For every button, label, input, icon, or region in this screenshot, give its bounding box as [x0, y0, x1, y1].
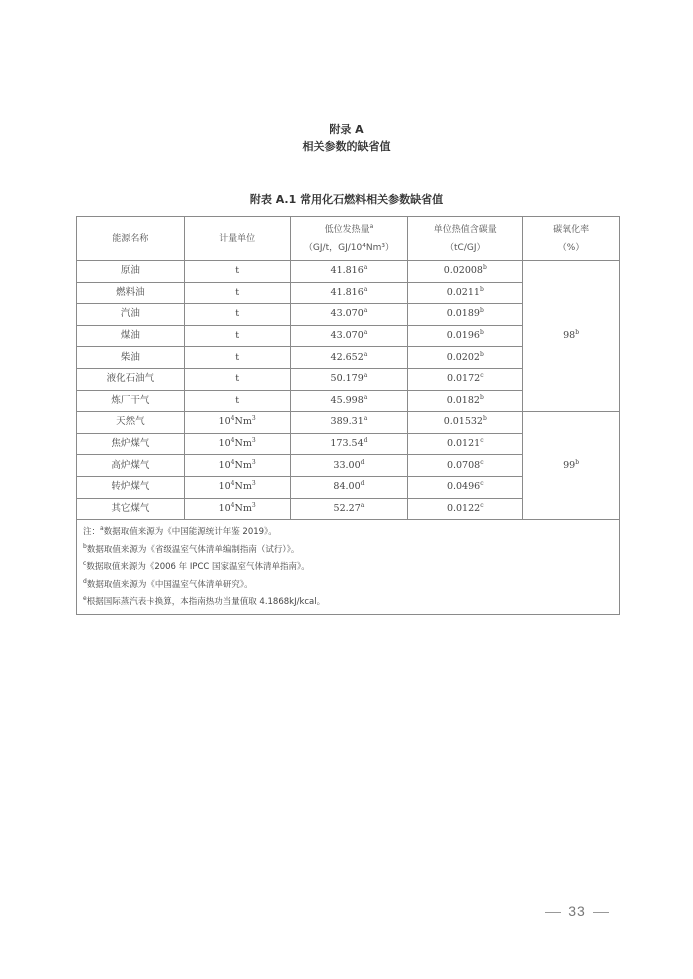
net-calorific-value: 41.816$^a$: [290, 261, 408, 283]
net-calorific-value: 84.00$^d$: [290, 476, 408, 498]
energy-name: 高炉煤气: [77, 455, 185, 477]
net-calorific-value: 42.652$^a$: [290, 347, 408, 369]
energy-name: 转炉煤气: [77, 476, 185, 498]
energy-name: 天然气: [77, 412, 185, 434]
unit: $10^4Nm^3$: [184, 455, 290, 477]
net-calorific-value: 43.070$^a$: [290, 325, 408, 347]
carbon-content: 0.0121$^c$: [408, 433, 523, 455]
carbon-content: 0.0196$^b$: [408, 325, 523, 347]
energy-name: 其它煤气: [77, 498, 185, 520]
energy-name: 原油: [77, 261, 185, 283]
unit: $10^4Nm^3$: [184, 412, 290, 434]
carbon-content: 0.01532$^b$: [408, 412, 523, 434]
energy-name: 汽油: [77, 304, 185, 326]
table-caption: 附表 A.1 常用化石燃料相关参数缺省值: [249, 193, 444, 206]
net-calorific-value: 41.816$^a$: [290, 282, 408, 304]
unit: t: [184, 325, 290, 347]
net-calorific-value: 52.27$^a$: [290, 498, 408, 520]
carbon-content: 0.02008$^b$: [408, 261, 523, 283]
header-ncv: 低位发热量$^a$ （GJ/t，GJ/10⁴Nm³）: [290, 217, 408, 261]
energy-name: 液化石油气: [77, 368, 185, 390]
carbon-content: 0.0189$^b$: [408, 304, 523, 326]
energy-name: 炼厂干气: [77, 390, 185, 412]
fuel-parameters-table: [76, 216, 620, 615]
unit: t: [184, 347, 290, 369]
page-number: 33: [537, 903, 617, 919]
footnote: $^e$根据国际蒸汽表卡换算，本指南热功当量值取 4.1868kJ/kcal。: [83, 595, 326, 608]
oxidation-rate: 99$^b$: [523, 412, 620, 520]
header-oxidation-rate: 碳氧化率 （%）: [523, 217, 620, 261]
net-calorific-value: 389.31$^a$: [290, 412, 408, 434]
carbon-content: 0.0202$^b$: [408, 347, 523, 369]
oxidation-rate: 98$^b$: [523, 261, 620, 412]
unit: $10^4Nm^3$: [184, 476, 290, 498]
notes-row: [77, 520, 620, 615]
unit: $10^4Nm^3$: [184, 498, 290, 520]
unit: t: [184, 304, 290, 326]
carbon-content: 0.0496$^c$: [408, 476, 523, 498]
dash-right: [593, 912, 609, 913]
unit: t: [184, 390, 290, 412]
table-notes: [77, 520, 620, 615]
footnote: $^c$数据取值来源为《2006 年 IPCC 国家温室气体清单指南》。: [83, 560, 310, 573]
energy-name: 燃料油: [77, 282, 185, 304]
footnote: $^d$数据取值来源为《中国温室气体清单研究》。: [83, 577, 253, 590]
energy-name: 煤油: [77, 325, 185, 347]
unit: $10^4Nm^3$: [184, 433, 290, 455]
net-calorific-value: 50.179$^a$: [290, 368, 408, 390]
footnote: $^b$数据取值来源为《省级温室气体清单编制指南（试行）》。: [83, 542, 300, 555]
header-unit: 计量单位: [184, 217, 290, 261]
net-calorific-value: 45.998$^a$: [290, 390, 408, 412]
unit: t: [184, 282, 290, 304]
unit: t: [184, 261, 290, 283]
energy-name: 柴油: [77, 347, 185, 369]
table-row: [77, 412, 620, 434]
net-calorific-value: 33.00$^d$: [290, 455, 408, 477]
carbon-content: 0.0122$^c$: [408, 498, 523, 520]
dash-left: [545, 912, 561, 913]
carbon-content: 0.0172$^c$: [408, 368, 523, 390]
carbon-content: 0.0211$^b$: [408, 282, 523, 304]
unit: t: [184, 368, 290, 390]
energy-name: 焦炉煤气: [77, 433, 185, 455]
appendix-label: 附录 A: [329, 123, 364, 136]
footnote: 注：$^a$数据取值来源为《中国能源统计年鉴 2019》。: [83, 525, 277, 538]
header-energy-name: 能源名称: [77, 217, 185, 261]
carbon-content: 0.0182$^b$: [408, 390, 523, 412]
net-calorific-value: 43.070$^a$: [290, 304, 408, 326]
table-row: [77, 261, 620, 283]
table-header-row: [77, 217, 620, 261]
appendix-title: 相关参数的缺省值: [302, 140, 391, 153]
net-calorific-value: 173.54$^d$: [290, 433, 408, 455]
carbon-content: 0.0708$^c$: [408, 455, 523, 477]
header-carbon-content: 单位热值含碳量 （tC/GJ）: [408, 217, 523, 261]
